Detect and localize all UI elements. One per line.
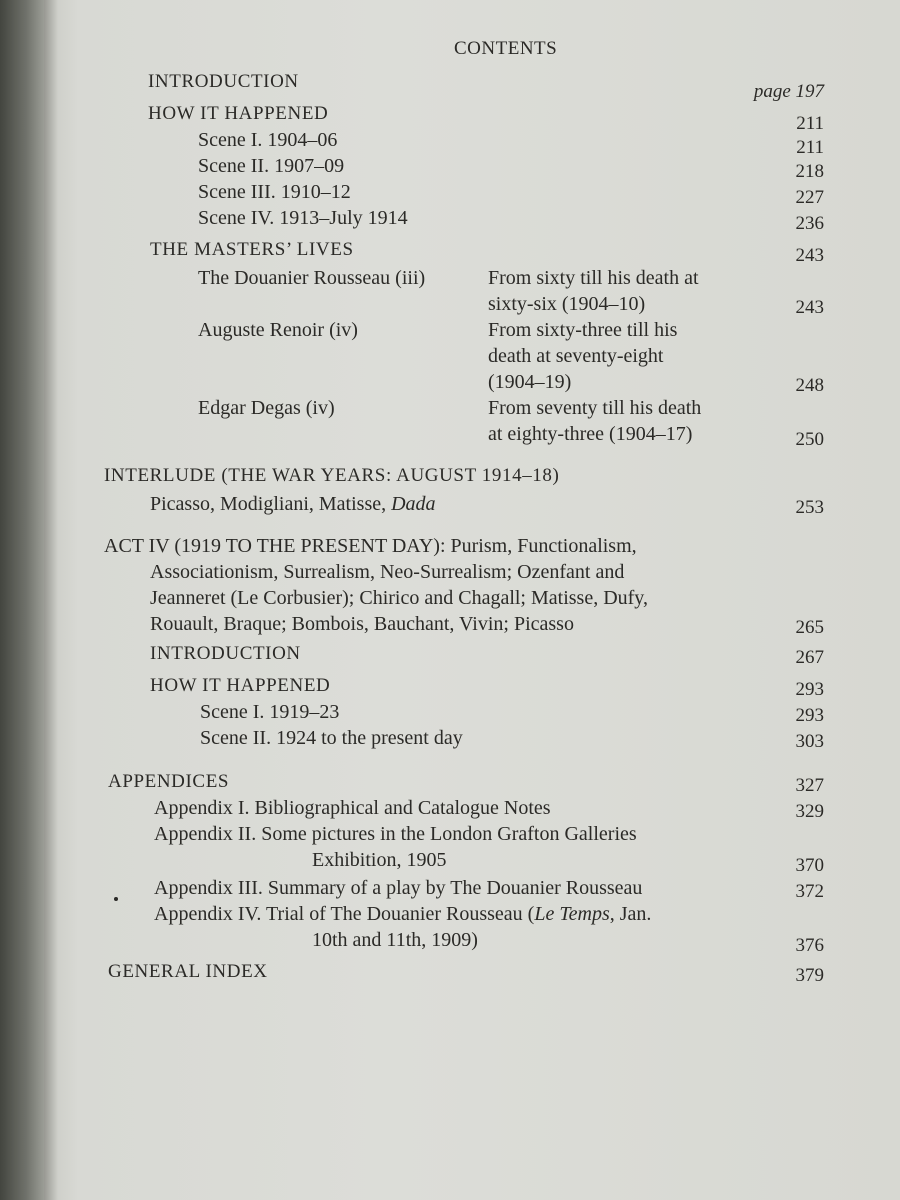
toc-appendix-2-page: 370 bbox=[795, 855, 824, 876]
toc-appendix-1-page: 329 bbox=[795, 801, 824, 822]
toc-renoir-desc-2: death at seventy-eight bbox=[488, 345, 664, 367]
spine-shadow bbox=[44, 0, 58, 1200]
toc-appendix-2-line-1: Appendix II. Some pictures in the London Grafton Galleries bbox=[154, 823, 637, 845]
toc-appendix-3-page: 372 bbox=[795, 881, 824, 902]
toc-interlude-dada: Dada bbox=[391, 493, 436, 515]
toc-interlude: INTERLUDE (THE WAR YEARS: AUGUST 1914–18) bbox=[104, 465, 560, 486]
toc-scene-3-page: 227 bbox=[795, 187, 824, 208]
toc-scene-6: Scene II. 1924 to the present day bbox=[200, 727, 463, 749]
toc-rousseau-desc-1: From sixty till his death at bbox=[488, 267, 699, 289]
toc-appendix-3: Appendix III. Summary of a play by The Douanier Rousseau bbox=[154, 877, 643, 899]
toc-scene-2-page: 218 bbox=[795, 161, 824, 182]
toc-general-index: GENERAL INDEX bbox=[108, 961, 268, 982]
toc-interlude-artists: Picasso, Modigliani, Matisse, bbox=[150, 493, 392, 515]
toc-rousseau-page: 243 bbox=[795, 297, 824, 318]
toc-renoir-name: Auguste Renoir (iv) bbox=[198, 319, 358, 341]
toc-appendix-4-line-1 bbox=[154, 904, 651, 924]
toc-renoir-page: 248 bbox=[795, 375, 824, 396]
toc-degas-desc-2: at eighty-three (1904–17) bbox=[488, 423, 693, 445]
toc-act4-page: 265 bbox=[795, 617, 824, 638]
toc-scene-6-page: 303 bbox=[795, 731, 824, 752]
toc-scene-1: Scene I. 1904–06 bbox=[198, 129, 338, 151]
toc-how-it-happened-page: 211 bbox=[796, 113, 824, 134]
toc-degas-desc-1: From seventy till his death bbox=[488, 397, 702, 419]
toc-introduction-2: INTRODUCTION bbox=[150, 643, 301, 664]
toc-act4-line-2: Associationism, Surrealism, Neo-Surrealism; Ozenfant and bbox=[150, 561, 625, 583]
toc-act4-line-1: ACT IV (1919 TO THE PRESENT DAY): Purism, Functionalism, bbox=[104, 535, 637, 557]
toc-scene-1-page: 211 bbox=[796, 137, 824, 158]
toc-appendix-4-line-2: 10th and 11th, 1909) bbox=[312, 929, 478, 951]
toc-renoir-desc-1: From sixty-three till his bbox=[488, 319, 678, 341]
toc-appendix-4-text-a: Appendix IV. Trial of The Douanier Rousseau ( bbox=[154, 903, 535, 925]
toc-scene-2: Scene II. 1907–09 bbox=[198, 155, 345, 177]
toc-appendix-1: Appendix I. Bibliographical and Catalogue Notes bbox=[154, 797, 551, 819]
toc-interlude-subtitle bbox=[150, 494, 436, 514]
book-page bbox=[44, 0, 900, 1200]
toc-renoir-desc-3: (1904–19) bbox=[488, 371, 572, 393]
toc-scene-4-page: 236 bbox=[795, 213, 824, 234]
toc-degas-name: Edgar Degas (iv) bbox=[198, 397, 335, 419]
toc-scene-3: Scene III. 1910–12 bbox=[198, 181, 351, 203]
toc-act4-line-4: Rouault, Braque; Bombois, Bauchant, Vivin; Picasso bbox=[150, 613, 574, 635]
toc-interlude-page: 253 bbox=[795, 497, 824, 518]
toc-scene-5-page: 293 bbox=[795, 705, 824, 726]
toc-appendix-2-line-2: Exhibition, 1905 bbox=[312, 849, 447, 871]
toc-scene-4: Scene IV. 1913–July 1914 bbox=[198, 207, 408, 229]
book-page-edge bbox=[0, 0, 44, 1200]
toc-appendix-4-text-b: , Jan. bbox=[609, 903, 652, 925]
toc-introduction-2-page: 267 bbox=[795, 647, 824, 668]
toc-how-it-happened-2-page: 293 bbox=[795, 679, 824, 700]
toc-general-index-page: 379 bbox=[795, 965, 824, 986]
toc-how-it-happened: HOW IT HAPPENED bbox=[148, 103, 329, 124]
ink-speck bbox=[114, 897, 118, 901]
toc-appendix-4-page: 376 bbox=[795, 935, 824, 956]
toc-introduction-page: page 197 bbox=[753, 81, 824, 102]
toc-appendix-4-le-temps: Le Temps bbox=[534, 903, 610, 925]
toc-appendices-page: 327 bbox=[795, 775, 824, 796]
toc-introduction: INTRODUCTION bbox=[148, 71, 299, 92]
toc-appendices: APPENDICES bbox=[108, 771, 230, 792]
toc-masters-lives: THE MASTERS’ LIVES bbox=[150, 239, 354, 260]
contents-heading: CONTENTS bbox=[454, 38, 558, 59]
toc-rousseau-name: The Douanier Rousseau (iii) bbox=[198, 267, 426, 289]
toc-how-it-happened-2: HOW IT HAPPENED bbox=[150, 675, 331, 696]
toc-masters-lives-page: 243 bbox=[795, 245, 824, 266]
toc-scene-5: Scene I. 1919–23 bbox=[200, 701, 340, 723]
toc-degas-page: 250 bbox=[795, 429, 824, 450]
toc-act4-line-3: Jeanneret (Le Corbusier); Chirico and Chagall; Matisse, Dufy, bbox=[150, 587, 649, 609]
toc-rousseau-desc-2: sixty-six (1904–10) bbox=[488, 293, 646, 315]
